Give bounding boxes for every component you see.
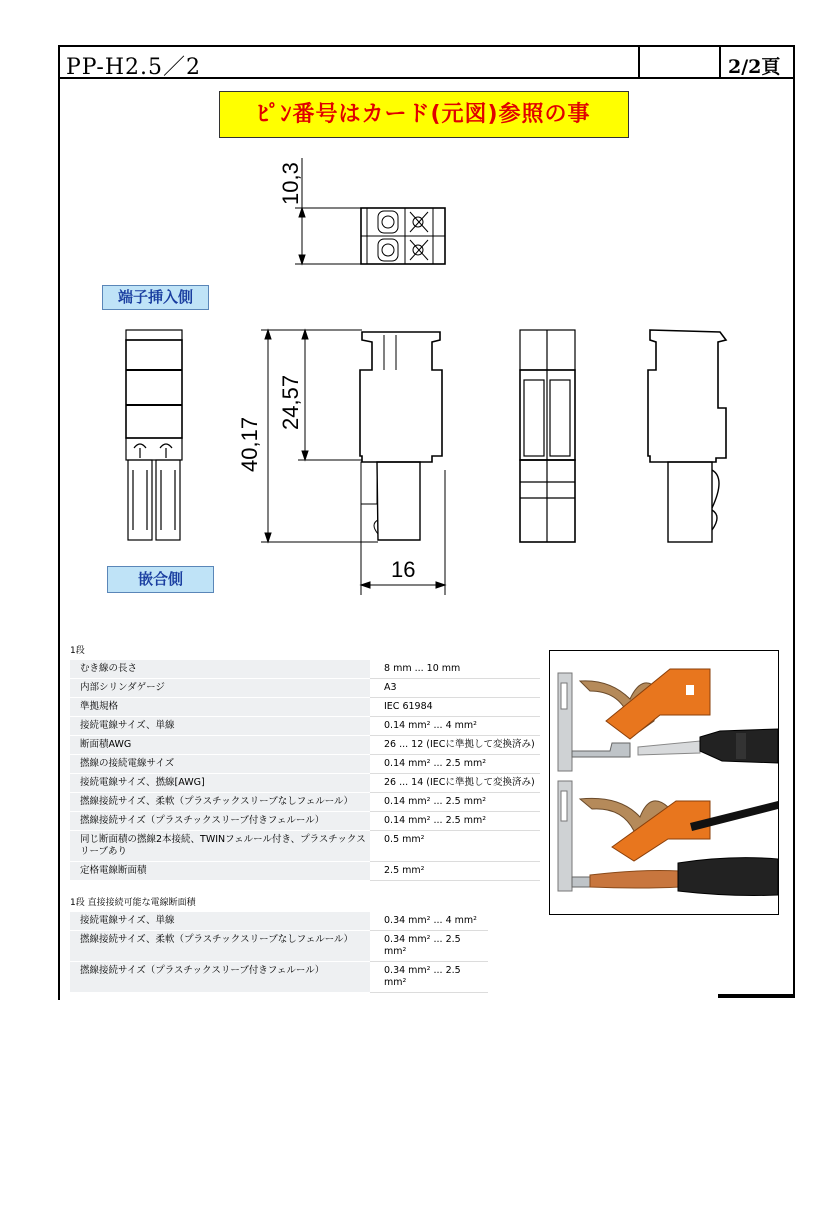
section-title: 1段: [70, 646, 85, 656]
mating-side-label: 嵌合側: [107, 566, 214, 593]
spec-value: 0.5 mm²: [370, 831, 540, 862]
spec-row: [70, 774, 540, 793]
solid-wire-illustration: [558, 669, 778, 771]
spec-row: [70, 660, 540, 679]
spec-label: 撚線接続サイズ（プラスチックスリーブ付きフェルール）: [70, 962, 370, 993]
spec-value: 26 ... 12 (IECに準拠して変換済み): [370, 736, 540, 755]
spec-value: 0.14 mm² ... 2.5 mm²: [370, 793, 540, 812]
spec-value: 0.14 mm² ... 2.5 mm²: [370, 755, 540, 774]
spec-label: 準拠規格: [70, 698, 370, 717]
wire-connection-photo: [549, 650, 779, 915]
spec-label: 撚線の接続電線サイズ: [70, 755, 370, 774]
spec-row: [70, 812, 540, 831]
spec-row: [70, 736, 540, 755]
dimension-upper-height: 24,57: [278, 374, 303, 430]
dimension-total-height: 40,17: [237, 416, 262, 472]
spec-value: 8 mm ... 10 mm: [370, 660, 540, 679]
spec-label: 撚線接続サイズ（プラスチックスリーブ付きフェルール）: [70, 812, 370, 831]
spec-value: A3: [370, 679, 540, 698]
spec-label: むき線の長さ: [70, 660, 370, 679]
spec-label: 撚線接続サイズ、柔軟（プラスチックスリーブなしフェルール）: [70, 793, 370, 812]
insert-side-view-drawing: [126, 330, 182, 540]
spec-row: [70, 862, 540, 881]
mating-side-view-drawing: [520, 330, 575, 542]
spec-sheet: [70, 643, 545, 993]
spec-table: [70, 912, 488, 993]
spec-label: 接続電線サイズ、単線: [70, 912, 370, 931]
spec-row: [70, 912, 488, 931]
insert-side-label: 端子挿入側: [102, 285, 209, 310]
spec-value: 26 ... 14 (IECに準拠して変換済み): [370, 774, 540, 793]
document-title: PP-H2.5／2: [66, 55, 202, 80]
frame-tick: [58, 997, 60, 1000]
spec-value: IEC 61984: [370, 698, 540, 717]
spec-label: 定格電線断面積: [70, 862, 370, 881]
spec-row: [70, 931, 488, 962]
side-view-drawing: [261, 330, 445, 595]
frame-corner-mark: [718, 994, 795, 998]
section-title: 1段 直接接続可能な電線断面積: [70, 898, 196, 908]
spec-label: 内部シリンダゲージ: [70, 679, 370, 698]
spec-label: 接続電線サイズ、単線: [70, 717, 370, 736]
spec-value: 0.34 mm² ... 2.5 mm²: [370, 931, 488, 962]
spec-value: 0.14 mm² ... 4 mm²: [370, 717, 540, 736]
spec-label: 接続電線サイズ、撚線[AWG]: [70, 774, 370, 793]
spec-value: 0.34 mm² ... 4 mm²: [370, 912, 488, 931]
spec-row: [70, 755, 540, 774]
spec-value: 2.5 mm²: [370, 862, 540, 881]
spec-label: 撚線接続サイズ、柔軟（プラスチックスリーブなしフェルール）: [70, 931, 370, 962]
spec-table: [70, 660, 540, 881]
dimension-width: 16: [391, 557, 416, 582]
spec-value: 0.14 mm² ... 2.5 mm²: [370, 812, 540, 831]
flexible-wire-illustration: [558, 781, 778, 896]
spec-label: 断面積AWG: [70, 736, 370, 755]
dimension-top-height: 10,3: [278, 162, 303, 205]
spec-row: [70, 679, 540, 698]
pin-number-notice: ﾋﾟﾝ番号はカード(元図)参照の事: [219, 91, 629, 138]
page-number: 2/2頁: [728, 56, 781, 78]
spec-row: [70, 698, 540, 717]
spec-row: [70, 962, 488, 993]
spec-row: [70, 793, 540, 812]
spec-value: 0.34 mm² ... 2.5 mm²: [370, 962, 488, 993]
rear-view-drawing: [648, 330, 726, 542]
spec-row: [70, 717, 540, 736]
top-view-drawing: [295, 158, 445, 264]
spec-label: 同じ断面積の撚線2本接続、TWINフェルール付き、プラスチックスリーブあり: [70, 831, 370, 862]
spec-row: [70, 831, 540, 862]
